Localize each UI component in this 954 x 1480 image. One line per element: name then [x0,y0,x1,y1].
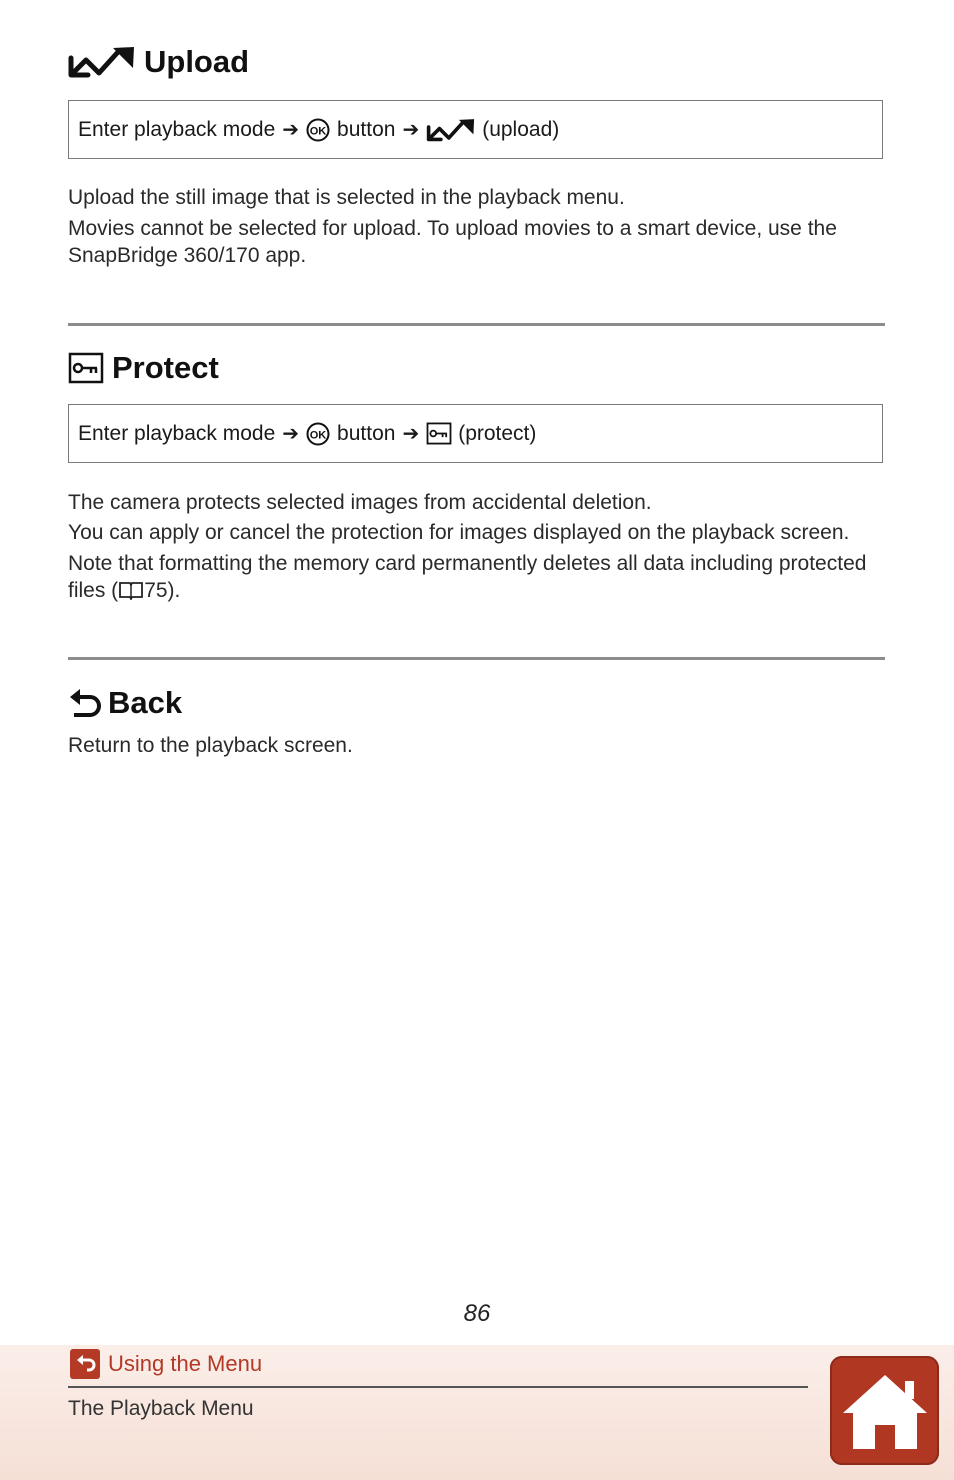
back-arrow-icon [68,687,102,719]
page-number: 86 [463,1300,491,1327]
protect-paragraph-2: You can apply or cancel the protection for images displayed on the playback screen. [68,521,850,544]
footer-subsection: The Playback Menu [68,1397,254,1420]
section-divider [68,323,885,326]
page-reference-link[interactable]: 75 [144,579,168,602]
upload-icon [68,44,136,80]
book-ref-icon [118,580,144,607]
protect-paragraph-3-text: Note that formatting the memory card permanently deletes all data including protected files ( [68,552,867,602]
procedure-step-playback: Enter playback mode [78,117,276,141]
section-divider [68,657,885,660]
protect-key-icon [68,352,104,384]
procedure-step-protect: (protect) [458,421,537,445]
upload-procedure-box [68,100,883,159]
upload-paragraph-2: Movies cannot be selected for upload. To upload movies to a smart device, use the SnapBridge 360/170 app. [68,217,837,267]
procedure-step-playback: Enter playback mode [78,421,276,445]
protect-procedure-box [68,404,883,463]
return-menu-icon [70,1349,100,1379]
ok-button-icon [306,118,330,142]
arrow-right-icon: ➔ [402,423,420,445]
back-heading [68,685,182,721]
protect-key-icon [426,422,452,445]
procedure-step-upload: (upload) [482,117,560,141]
arrow-right-icon: ➔ [402,119,420,141]
procedure-step-button: button [337,421,396,445]
breadcrumb-label: Using the Menu [108,1351,263,1376]
page-reference-close: ). [167,579,181,602]
upload-title: Upload [144,44,250,79]
upload-icon [426,117,476,143]
home-button[interactable] [830,1356,939,1465]
upload-paragraph-1: Upload the still image that is selected in the playback menu. [68,186,625,209]
arrow-right-icon: ➔ [282,119,300,141]
back-description: Return to the playback screen. [68,734,353,757]
upload-heading [68,44,249,80]
footer-divider [68,1386,808,1388]
protect-paragraph-1: The camera protects selected images from accidental deletion. [68,491,652,514]
back-title: Back [108,685,183,720]
arrow-right-icon: ➔ [282,423,300,445]
protect-heading [68,350,219,386]
svg-text:OK: OK [309,125,327,137]
procedure-step-button: button [337,117,396,141]
ok-button-icon [306,422,330,446]
protect-paragraph-3 [68,550,888,607]
home-icon [841,1371,929,1451]
svg-text:OK: OK [309,429,327,441]
breadcrumb-using-the-menu[interactable] [70,1349,262,1379]
protect-title: Protect [112,350,219,385]
